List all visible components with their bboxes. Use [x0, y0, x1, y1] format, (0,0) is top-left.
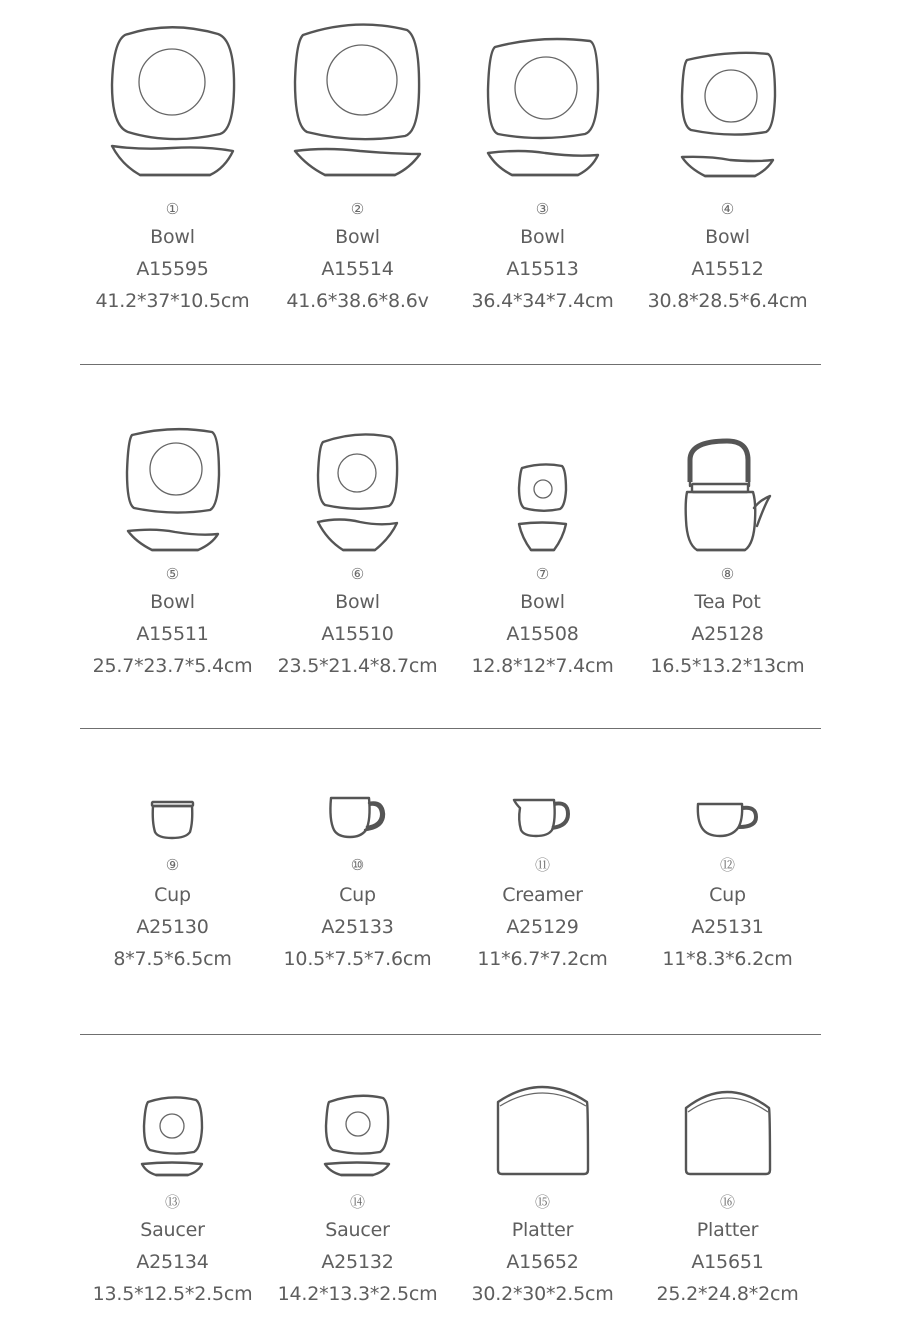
item-name: Platter — [511, 1219, 574, 1241]
item-code: A25130 — [136, 916, 209, 938]
saucer-icon — [265, 1080, 450, 1180]
item-code: A25134 — [136, 1251, 209, 1273]
product-item — [80, 20, 265, 320]
product-item — [80, 1080, 265, 1310]
item-number: ⑬ — [164, 1193, 180, 1211]
item-size: 23.5*21.4*8.7cm — [277, 655, 438, 677]
cup-handle-icon — [265, 790, 450, 850]
item-name: Creamer — [502, 884, 583, 906]
item-code: A15510 — [321, 623, 394, 645]
product-item — [80, 420, 265, 690]
product-item — [265, 790, 450, 990]
item-number: ⑩ — [350, 856, 365, 874]
item-size: 10.5*7.5*7.6cm — [283, 948, 432, 970]
bowl-medium-icon — [635, 20, 820, 185]
item-size: 8*7.5*6.5cm — [113, 948, 232, 970]
product-item — [635, 790, 820, 990]
product-item — [635, 1080, 820, 1310]
cup-no-handle-icon — [80, 790, 265, 850]
item-name: Tea Pot — [694, 591, 761, 613]
item-number: ⑥ — [350, 565, 365, 583]
item-size: 36.4*34*7.4cm — [471, 290, 614, 312]
item-size: 13.5*12.5*2.5cm — [92, 1283, 253, 1305]
item-size: 14.2*13.3*2.5cm — [277, 1283, 438, 1305]
item-number: ④ — [720, 200, 735, 218]
bowl-small-icon — [450, 420, 635, 560]
item-number: ③ — [535, 200, 550, 218]
item-name: Bowl — [150, 591, 195, 613]
item-number: ⑭ — [349, 1193, 365, 1211]
item-name: Bowl — [705, 226, 750, 248]
item-number: ⑦ — [535, 565, 550, 583]
product-item — [635, 420, 820, 690]
row-divider — [80, 728, 821, 729]
item-name: Bowl — [335, 226, 380, 248]
bowl-shallow-icon — [80, 420, 265, 560]
product-item — [265, 420, 450, 690]
item-number: ⑤ — [165, 565, 180, 583]
item-code: A25128 — [691, 623, 764, 645]
item-code: A15513 — [506, 258, 579, 280]
item-name: Bowl — [520, 226, 565, 248]
item-code: A15511 — [136, 623, 209, 645]
cup-wide-icon — [635, 790, 820, 850]
item-number: ⑯ — [719, 1193, 735, 1211]
product-item — [265, 20, 450, 320]
item-size: 30.2*30*2.5cm — [471, 1283, 614, 1305]
item-size: 30.8*28.5*6.4cm — [647, 290, 808, 312]
item-code: A15651 — [691, 1251, 764, 1273]
product-item — [635, 20, 820, 320]
item-code: A25131 — [691, 916, 764, 938]
product-item — [450, 420, 635, 690]
item-size: 11*8.3*6.2cm — [662, 948, 793, 970]
item-name: Bowl — [150, 226, 195, 248]
item-number: ⑮ — [534, 1193, 550, 1211]
item-name: Saucer — [140, 1219, 205, 1241]
item-number: ② — [350, 200, 365, 218]
item-number: ⑫ — [719, 856, 735, 874]
bowl-large-icon — [265, 20, 450, 185]
item-code: A15512 — [691, 258, 764, 280]
product-item — [80, 790, 265, 990]
item-name: Cup — [339, 884, 376, 906]
item-name: Saucer — [325, 1219, 390, 1241]
item-number: ⑪ — [534, 856, 550, 874]
item-size: 25.2*24.8*2cm — [656, 1283, 799, 1305]
platter-icon — [635, 1080, 820, 1180]
row-divider — [80, 364, 821, 365]
item-code: A15595 — [136, 258, 209, 280]
item-name: Platter — [696, 1219, 759, 1241]
item-number: ⑨ — [165, 856, 180, 874]
product-item — [265, 1080, 450, 1310]
product-item — [450, 790, 635, 990]
platter-icon — [450, 1080, 635, 1180]
item-size: 12.8*12*7.4cm — [471, 655, 614, 677]
item-code: A25133 — [321, 916, 394, 938]
item-code: A15652 — [506, 1251, 579, 1273]
item-size: 41.6*38.6*8.6v — [286, 290, 429, 312]
item-size: 16.5*13.2*13cm — [650, 655, 805, 677]
item-number: ① — [165, 200, 180, 218]
item-name: Bowl — [335, 591, 380, 613]
item-name: Bowl — [520, 591, 565, 613]
bowl-wide-icon — [450, 20, 635, 185]
bowl-deep-icon — [265, 420, 450, 560]
item-size: 41.2*37*10.5cm — [95, 290, 250, 312]
item-number: ⑧ — [720, 565, 735, 583]
item-code: A15514 — [321, 258, 394, 280]
item-code: A25129 — [506, 916, 579, 938]
item-code: A25132 — [321, 1251, 394, 1273]
item-code: A15508 — [506, 623, 579, 645]
teapot-icon — [635, 420, 820, 560]
saucer-icon — [80, 1080, 265, 1180]
item-size: 11*6.7*7.2cm — [477, 948, 608, 970]
product-item — [450, 1080, 635, 1310]
item-size: 25.7*23.7*5.4cm — [92, 655, 253, 677]
item-name: Cup — [154, 884, 191, 906]
item-name: Cup — [709, 884, 746, 906]
creamer-icon — [450, 790, 635, 850]
row-divider — [80, 1034, 821, 1035]
bowl-large-icon — [80, 20, 265, 185]
product-item — [450, 20, 635, 320]
